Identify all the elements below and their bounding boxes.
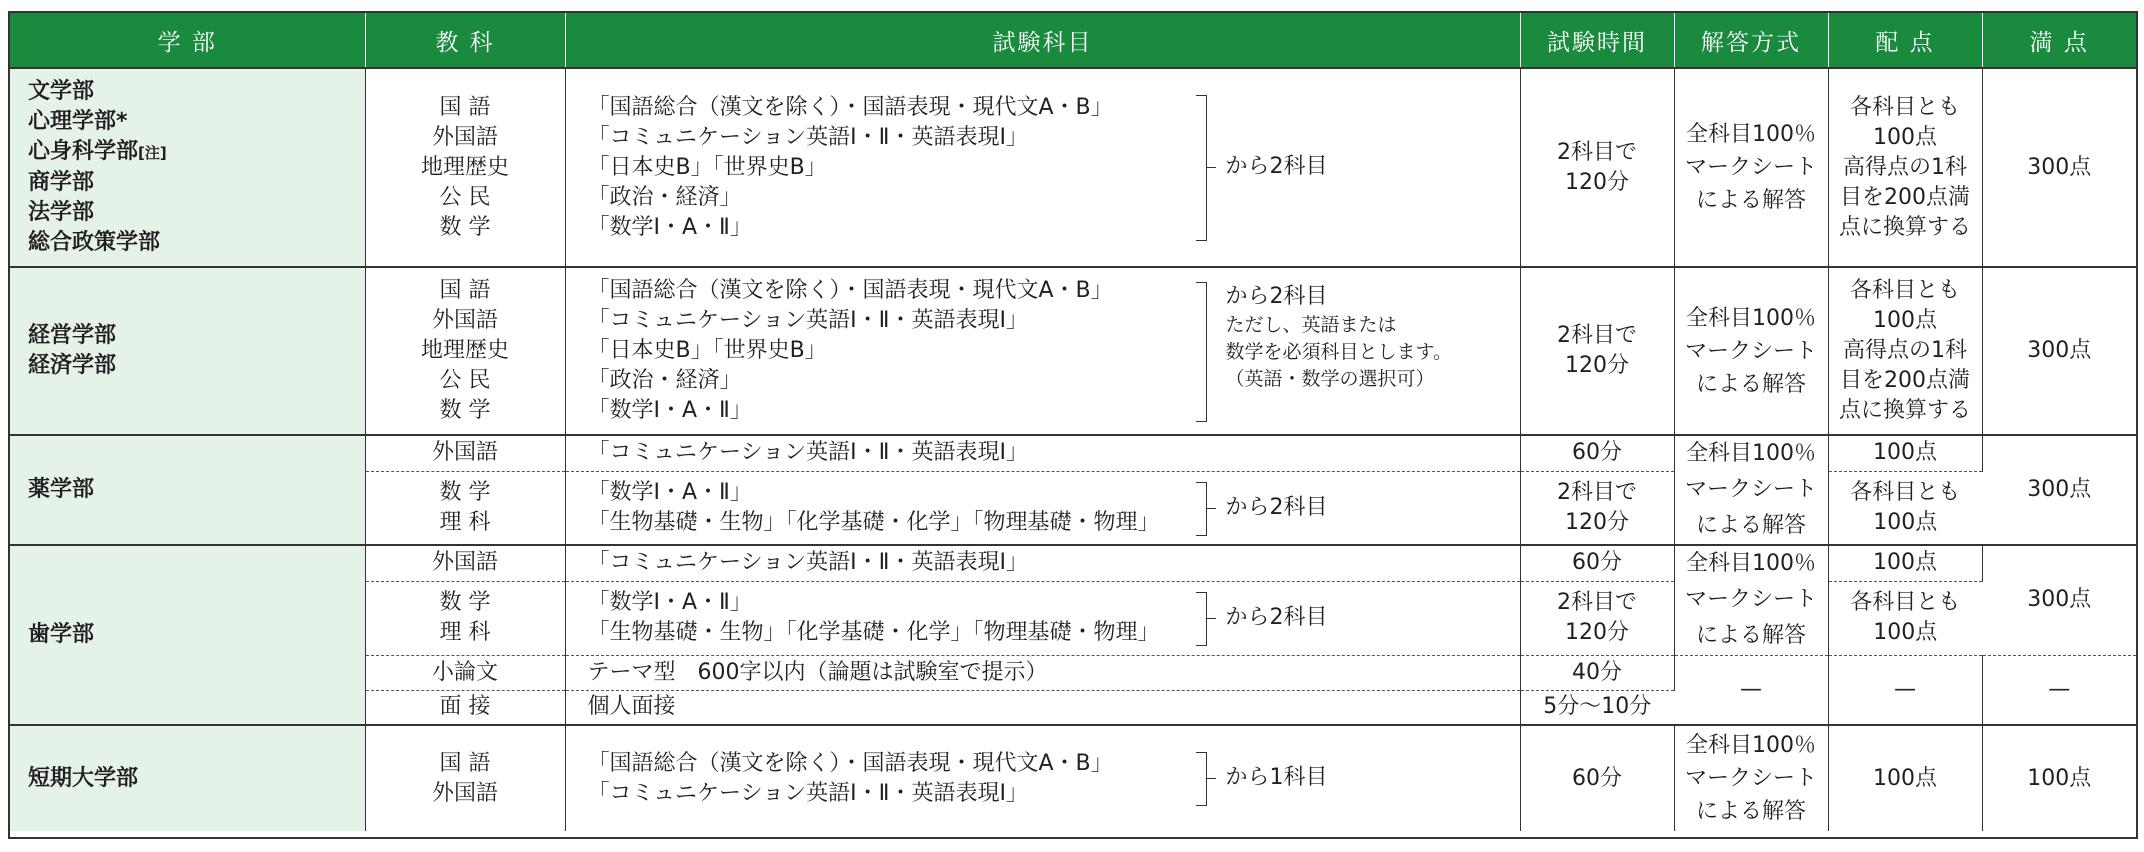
bracket [1196,592,1207,646]
faculty-name: 経済学部 [28,353,117,378]
subject-name: 数 学 [439,479,491,505]
max-points-cell: 300点 [1982,545,2136,655]
table-row [10,725,2136,831]
subject-name: 外国語 [431,780,498,806]
answer-method-cell: 全科目100％ マークシート による解答 [1674,725,1828,831]
exam-time-cell: 40分 [1520,655,1674,690]
faculty-name: 文学部 [28,79,95,104]
exam-subject: 「国語総合（漢文を除く）・国語表現・現代文A・B」 [587,94,1113,120]
subject-name: 国 語 [439,750,491,776]
faculty-name: 歯学部 [28,622,95,647]
bracket-tick [1206,508,1216,509]
choice-note: から2科目 [1225,154,1328,179]
bracket-tick [1206,618,1216,619]
exam-time-cell: 60分 [1520,725,1674,831]
exam-subject: 「国語総合（漢文を除く）・国語表現・現代文A・B」 [587,750,1113,776]
faculty-name: 商学部 [28,170,95,195]
points-cell: 100点 [1828,435,1982,471]
subject-cell: 面 接 [365,690,565,725]
exam-time-cell: 2科目で 120分 [1520,68,1674,267]
exam-subject: 「コミュニケーション英語Ⅰ・Ⅱ・英語表現Ⅰ」 [587,124,1028,150]
subject-cell [365,471,565,545]
exam-subject: 「コミュニケーション英語Ⅰ・Ⅱ・英語表現Ⅰ」 [587,440,1028,466]
faculty-note-mark: [注] [138,144,167,162]
points-cell: 各科目とも 100点 高得点の1科 目を200点満 点に換算する [1828,267,1982,435]
points-cell: 100点 [1828,545,1982,581]
exam-subject: 「コミュニケーション英語Ⅰ・Ⅱ・英語表現Ⅰ」 [587,308,1028,333]
subject-cell: 外国語 [365,545,565,581]
table-row [10,267,2136,435]
faculty-name: 心身科学部[注] [28,139,167,164]
points-cell: 各科目とも 100点 [1828,581,1982,655]
max-points-cell: 300点 [1982,267,2136,435]
subject-name: 地理歴史 [420,154,509,180]
exam-subject: 「日本史B」「世界史B」 [587,338,827,363]
subject-cell [365,581,565,655]
subject-cell [365,725,565,831]
faculty-name: 薬学部 [28,477,95,502]
exam-subjects-cell [565,471,1520,545]
answer-method-cell: 全科目100％ マークシート による解答 [1674,545,1828,655]
faculty-name: 短期大学部 [28,765,139,791]
subject-name: 地理歴史 [420,338,509,363]
subject-name: 数 学 [439,214,491,240]
choice-note: から2科目 [1225,604,1328,630]
exam-subject: 「コミュニケーション英語Ⅰ・Ⅱ・英語表現Ⅰ」 [587,780,1028,806]
answer-method-cell: 全科目100％ マークシート による解答 [1674,435,1828,545]
exam-subject: 「政治・経済」 [587,368,742,393]
subject-name: 理 科 [439,620,491,645]
exam-table [8,11,2138,839]
subject-name: 外国語 [431,308,498,333]
subject-name: 外国語 [431,124,498,150]
bracket [1196,482,1207,536]
exam-time-cell: 5分〜10分 [1520,690,1674,725]
exam-subjects-cell [565,581,1520,655]
faculty-cell [10,435,365,545]
max-points-cell: 300点 [1982,435,2136,545]
answer-method-cell: — [1674,655,1828,725]
choice-note: から1科目 [1225,765,1328,790]
header-answer-method: 解答方式 [1674,13,1828,68]
faculty-name: 総合政策学部 [28,230,161,255]
exam-time-cell: 2科目で 120分 [1520,581,1674,655]
exam-subject: 「数学Ⅰ・A・Ⅱ」 [587,479,752,505]
exam-subjects-cell [565,655,1520,690]
exam-time-cell: 2科目で 120分 [1520,471,1674,545]
max-points-cell: 100点 [1982,725,2136,831]
subject-name: 数 学 [439,590,491,615]
faculty-cell [10,267,365,435]
bracket [1196,752,1207,806]
header-points: 配 点 [1828,13,1982,68]
choice-note: から2科目 [1225,494,1328,520]
subject-name: 公 民 [439,184,491,210]
faculty-cell [10,68,365,267]
header-row [10,13,2136,68]
exam-time-cell: 60分 [1520,435,1674,471]
exam-subject: 「数学Ⅰ・A・Ⅱ」 [587,214,752,240]
exam-time-cell: 2科目で 120分 [1520,267,1674,435]
answer-method-cell: 全科目100％ マークシート による解答 [1674,68,1828,267]
subject-cell [365,267,565,435]
faculty-cell [10,545,365,725]
exam-subjects-cell [565,68,1520,267]
subject-name: 国 語 [439,278,491,303]
exam-subject: 「コミュニケーション英語Ⅰ・Ⅱ・英語表現Ⅰ」 [587,550,1028,576]
subject-name: 理 科 [439,509,491,535]
exam-subject: 「日本史B」「世界史B」 [587,154,827,180]
exam-subjects-cell [565,435,1520,471]
exam-subjects-cell [565,725,1520,831]
max-points-cell: 300点 [1982,68,2136,267]
exam-subjects-cell [565,545,1520,581]
header-faculty: 学 部 [10,13,365,68]
exam-subject: 「数学Ⅰ・A・Ⅱ」 [587,590,752,615]
faculty-name: 心理学部* [28,109,128,134]
faculty-name: 法学部 [28,200,95,225]
points-cell: 100点 [1828,725,1982,831]
exam-subject: テーマ型 600字以内（論題は試験室で提示） [587,659,1048,685]
header-max-points: 満 点 [1982,13,2136,68]
header-exam-time: 試験時間 [1520,13,1674,68]
max-points-cell: — [1982,655,2136,725]
points-cell: 各科目とも 100点 高得点の1科 目を200点満 点に換算する [1828,68,1982,267]
exam-subject: 「生物基礎・生物」「化学基礎・化学」「物理基礎・物理」 [587,509,1160,535]
table-row [10,68,2136,267]
subject-name: 数 学 [439,398,491,423]
exam-subjects-cell [565,267,1520,435]
exam-subject: 「国語総合（漢文を除く）・国語表現・現代文A・B」 [587,278,1113,303]
exam-subject: 「政治・経済」 [587,184,742,210]
points-cell: 各科目とも 100点 [1828,471,1982,545]
header-subject: 教 科 [365,13,565,68]
table-row [10,545,2136,581]
header-exam-subjects: 試験科目 [565,13,1520,68]
bracket [1196,282,1207,422]
faculty-name: 経営学部 [28,323,117,348]
subject-cell: 外国語 [365,435,565,471]
faculty-cell [10,725,365,831]
bracket-tick [1206,167,1216,168]
exam-subject: 「数学Ⅰ・A・Ⅱ」 [587,398,752,423]
bracket [1196,95,1207,241]
table-row [10,435,2136,471]
exam-subjects-cell [565,690,1520,725]
bracket-tick [1206,778,1216,779]
subject-name: 公 民 [439,368,491,393]
points-cell: — [1828,655,1982,725]
exam-time-cell: 60分 [1520,545,1674,581]
choice-note: から2科目 ただし、英語または 数学を必須科目とします。 （英語・数学の選択可） [1225,284,1452,390]
subject-cell [365,68,565,267]
subject-name: 国 語 [439,94,491,120]
exam-subject: 個人面接 [587,694,676,720]
subject-cell: 小論文 [365,655,565,690]
exam-subject: 「生物基礎・生物」「化学基礎・化学」「物理基礎・物理」 [587,620,1160,645]
answer-method-cell: 全科目100％ マークシート による解答 [1674,267,1828,435]
